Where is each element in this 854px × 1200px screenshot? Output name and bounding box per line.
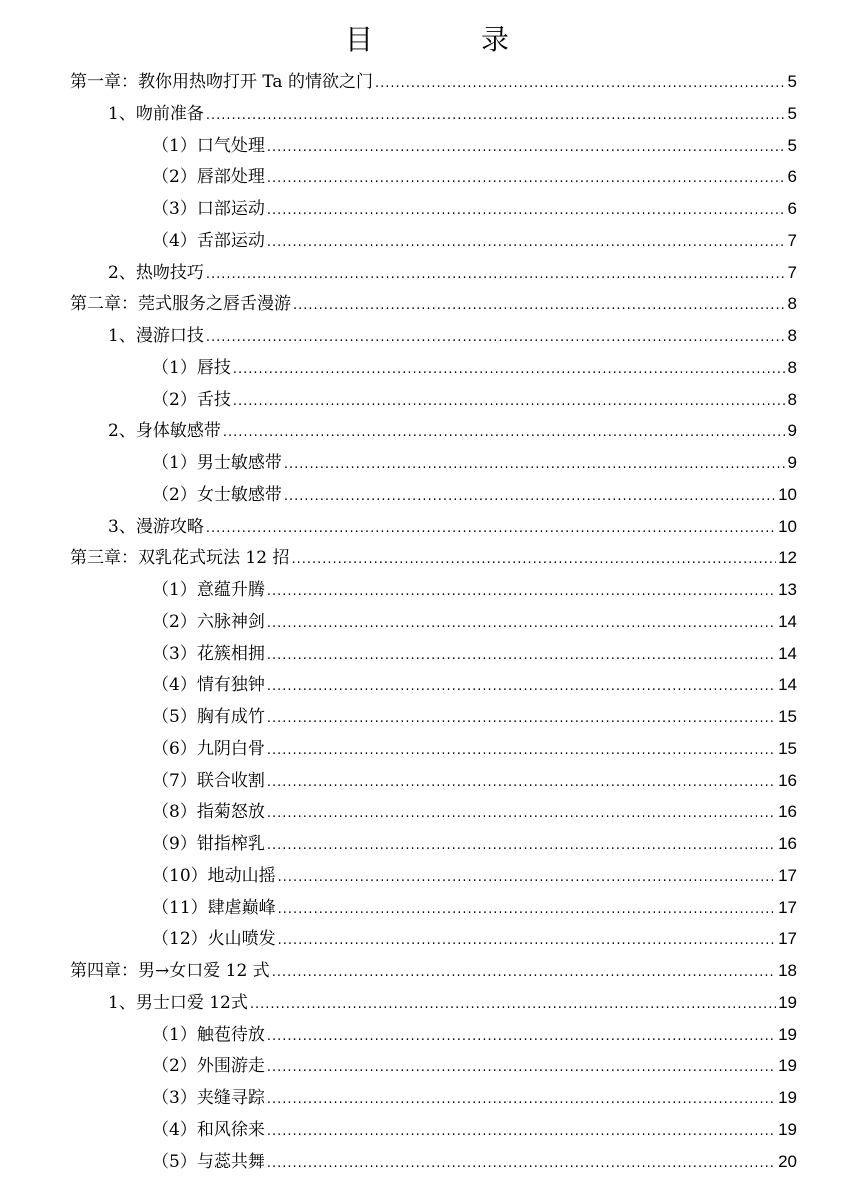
toc-leader-dots bbox=[267, 609, 776, 639]
toc-entry[interactable] bbox=[152, 385, 797, 415]
toc-entry-label: 第一章：教你用热吻打开 Ta 的情欲之门 bbox=[70, 72, 373, 92]
toc-entry[interactable] bbox=[152, 702, 797, 732]
toc-entry-label: （1）唇技 bbox=[152, 357, 231, 378]
toc-entry[interactable] bbox=[108, 512, 797, 542]
toc-leader-dots bbox=[272, 958, 776, 988]
toc-entry[interactable] bbox=[152, 448, 797, 478]
toc-entry[interactable] bbox=[152, 131, 797, 161]
toc-entry[interactable] bbox=[152, 575, 797, 605]
toc-entry-page: 8 bbox=[787, 357, 797, 377]
toc-entry[interactable] bbox=[152, 670, 797, 700]
toc-entry-label: 第四章：男→女口爱 12 式 bbox=[70, 961, 270, 981]
toc-leader-dots bbox=[267, 704, 776, 734]
toc-entry[interactable] bbox=[70, 67, 797, 97]
toc-entry[interactable] bbox=[152, 607, 797, 637]
toc-entry-label: （1）触苞待放 bbox=[152, 1024, 265, 1045]
toc-entry-page: 6 bbox=[787, 167, 797, 187]
toc-entry[interactable] bbox=[108, 99, 797, 129]
toc-leader-dots bbox=[206, 260, 786, 290]
toc-entry-page: 17 bbox=[778, 897, 797, 917]
toc-leader-dots bbox=[278, 863, 776, 893]
toc-leader-dots bbox=[267, 672, 776, 702]
toc-entry-page: 19 bbox=[778, 1024, 797, 1044]
toc-leader-dots bbox=[233, 387, 786, 417]
toc-entry[interactable] bbox=[108, 988, 797, 1018]
toc-entry-page: 5 bbox=[787, 72, 797, 91]
toc-leader-dots bbox=[278, 895, 776, 925]
toc-entry-page: 6 bbox=[787, 199, 797, 218]
toc-entry-page: 19 bbox=[778, 1056, 797, 1076]
toc-entry-label: 2、热吻技巧 bbox=[108, 262, 204, 283]
toc-entry[interactable] bbox=[152, 797, 797, 827]
toc-entry-page: 19 bbox=[778, 1119, 797, 1139]
toc-entry-label: （3）口部运动 bbox=[152, 199, 265, 219]
toc-entry-label: 2、身体敏感带 bbox=[108, 421, 221, 442]
toc-entry-label: 第二章：莞式服务之唇舌漫游 bbox=[70, 294, 291, 315]
toc-entry[interactable] bbox=[152, 194, 797, 224]
toc-entry[interactable] bbox=[152, 1115, 797, 1145]
toc-entry-label: （4）和风徐来 bbox=[152, 1119, 265, 1140]
toc-entry-label: 1、男士口爱 12式 bbox=[108, 992, 248, 1013]
toc-entry[interactable] bbox=[108, 416, 797, 446]
toc-entry-page: 8 bbox=[787, 389, 797, 409]
toc-entry[interactable] bbox=[108, 321, 797, 351]
toc-entry-label: （7）联合收割 bbox=[152, 770, 265, 791]
toc-entry-page: 16 bbox=[778, 770, 797, 790]
toc-entry-label: （2）外围游走 bbox=[152, 1056, 265, 1077]
toc-leader-dots bbox=[206, 514, 776, 544]
toc-leader-dots bbox=[293, 291, 786, 321]
toc-entry-page: 13 bbox=[778, 580, 797, 599]
toc-entry-page: 9 bbox=[787, 453, 797, 472]
toc-entry-label: 1、吻前准备 bbox=[108, 103, 204, 124]
toc-entry-page: 18 bbox=[778, 961, 797, 980]
toc-entry[interactable] bbox=[70, 956, 797, 986]
toc-entry-label: （9）钳指榨乳 bbox=[152, 834, 265, 854]
toc-entry-page: 7 bbox=[787, 262, 797, 282]
toc-entry[interactable] bbox=[70, 543, 797, 573]
toc-entry-page: 8 bbox=[787, 326, 797, 345]
toc-entry[interactable] bbox=[152, 861, 797, 891]
toc-leader-dots bbox=[267, 736, 776, 766]
toc-entry-page: 15 bbox=[778, 738, 797, 758]
toc-leader-dots bbox=[206, 101, 786, 131]
toc-entry-label: （3）夹缝寻踪 bbox=[152, 1088, 265, 1108]
toc-leader-dots bbox=[284, 450, 786, 480]
toc-leader-dots bbox=[267, 228, 786, 258]
toc-entry[interactable] bbox=[152, 480, 797, 510]
toc-leader-dots bbox=[267, 1053, 776, 1083]
toc-entry[interactable] bbox=[152, 226, 797, 256]
toc-entry-page: 16 bbox=[778, 834, 797, 853]
toc-leader-dots bbox=[267, 577, 776, 607]
toc-entry-label: 1、漫游口技 bbox=[108, 326, 204, 346]
toc-leader-dots bbox=[223, 418, 786, 448]
toc-leader-dots bbox=[250, 990, 776, 1020]
toc-entry[interactable] bbox=[108, 258, 797, 288]
toc-entry[interactable] bbox=[152, 893, 797, 923]
toc-entry-page: 20 bbox=[778, 1151, 797, 1171]
toc-entry-label: （12）火山喷发 bbox=[152, 929, 276, 950]
toc-entry[interactable] bbox=[152, 829, 797, 859]
toc-entry[interactable] bbox=[152, 1020, 797, 1050]
toc-entry-label: （2）女士敏感带 bbox=[152, 484, 282, 505]
toc-entry[interactable] bbox=[152, 766, 797, 796]
toc-leader-dots bbox=[267, 768, 776, 798]
toc-leader-dots bbox=[267, 164, 786, 194]
toc-leader-dots bbox=[267, 196, 786, 226]
toc-entry[interactable] bbox=[152, 1083, 797, 1113]
toc-entry-page: 17 bbox=[778, 929, 797, 949]
toc-entry-label: （10）地动山摇 bbox=[152, 865, 276, 886]
toc-entry-page: 10 bbox=[778, 484, 797, 504]
toc-entry-page: 5 bbox=[787, 135, 797, 155]
toc-leader-dots bbox=[267, 641, 776, 671]
toc-leader-dots bbox=[267, 133, 786, 163]
toc-entry[interactable] bbox=[152, 734, 797, 764]
toc-entry-page: 14 bbox=[778, 643, 797, 663]
toc-entry-page: 5 bbox=[787, 103, 797, 123]
toc-entry-label: （5）与蕊共舞 bbox=[152, 1151, 265, 1172]
toc-entry-page: 15 bbox=[778, 707, 797, 726]
toc-entry-label: （1）意蕴升腾 bbox=[152, 580, 265, 600]
toc-entry-page: 19 bbox=[778, 992, 797, 1012]
toc-entry-label: （5）胸有成竹 bbox=[152, 707, 265, 727]
toc-leader-dots bbox=[284, 482, 776, 512]
toc-entry-label: 第三章：双乳花式玩法 12 招 bbox=[70, 548, 290, 569]
toc-entry-page: 17 bbox=[778, 865, 797, 885]
toc-entry-page: 14 bbox=[778, 675, 797, 695]
toc-entry-page: 10 bbox=[778, 516, 797, 536]
toc-entry[interactable] bbox=[152, 1051, 797, 1081]
toc-entry-page: 7 bbox=[787, 230, 797, 250]
toc-entry-label: （4）舌部运动 bbox=[152, 230, 265, 251]
toc-entry[interactable] bbox=[70, 289, 797, 319]
toc-leader-dots bbox=[375, 69, 786, 99]
toc-leader-dots bbox=[206, 323, 786, 353]
toc-entry-label: 3、漫游攻略 bbox=[108, 516, 204, 537]
toc-entry-page: 12 bbox=[778, 548, 797, 568]
toc-entry-page: 19 bbox=[778, 1088, 797, 1107]
toc-leader-dots bbox=[267, 1149, 776, 1179]
toc-entry[interactable] bbox=[152, 162, 797, 192]
toc-entry-label: （1）口气处理 bbox=[152, 135, 265, 156]
toc-leader-dots bbox=[267, 1085, 776, 1115]
toc-leader-dots bbox=[233, 355, 786, 385]
toc-entry[interactable] bbox=[152, 924, 797, 954]
toc-entry-label: （11）肆虐巅峰 bbox=[152, 897, 276, 918]
toc-entry[interactable] bbox=[152, 639, 797, 669]
toc-entry-page: 16 bbox=[778, 802, 797, 822]
toc-entry-label: （2）唇部处理 bbox=[152, 167, 265, 188]
toc-entry[interactable] bbox=[152, 353, 797, 383]
toc-entry-page: 14 bbox=[778, 611, 797, 631]
toc-entry-label: （6）九阴白骨 bbox=[152, 738, 265, 759]
toc-entry-label: （2）六脉神剑 bbox=[152, 611, 265, 632]
toc-entry-label: （4）情有独钟 bbox=[152, 675, 265, 696]
toc-entry-label: （2）舌技 bbox=[152, 389, 231, 410]
toc-leader-dots bbox=[278, 926, 776, 956]
toc-leader-dots bbox=[267, 1117, 776, 1147]
toc-leader-dots bbox=[267, 1022, 776, 1052]
toc-leader-dots bbox=[267, 799, 776, 829]
toc-entry-page: 8 bbox=[787, 294, 797, 314]
page-title: 目 录 bbox=[344, 23, 549, 56]
toc-entry-label: （8）指菊怒放 bbox=[152, 802, 265, 823]
toc-leader-dots bbox=[267, 831, 776, 861]
toc-entry[interactable] bbox=[152, 1147, 797, 1177]
toc-entry-page: 9 bbox=[787, 421, 797, 441]
toc-entry-label: （1）男士敏感带 bbox=[152, 453, 282, 473]
toc-leader-dots bbox=[291, 545, 776, 575]
toc-entry-label: （3）花簇相拥 bbox=[152, 643, 265, 664]
